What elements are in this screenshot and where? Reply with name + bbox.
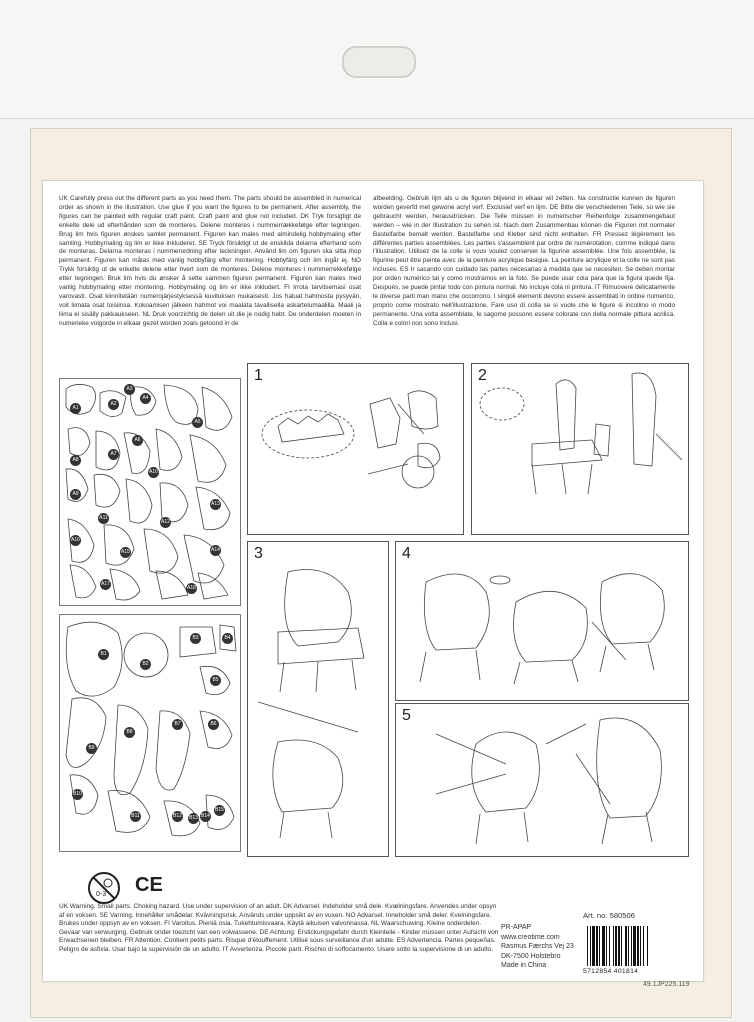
part-label: A13 [210, 499, 221, 510]
barcode-bar [590, 926, 591, 966]
step-panel-4 [395, 541, 689, 701]
part-label: A1 [70, 403, 81, 414]
website: www.creotime.com [501, 933, 560, 941]
part-label: A7 [108, 449, 119, 460]
part-label: A18 [186, 583, 197, 594]
part-label: A5 [192, 417, 203, 428]
barcode-bar [613, 926, 614, 966]
barcode-bar [609, 926, 610, 966]
warning-text: UK Warning. Small parts. Choking hazard. Use under supervision of an adult. DK Advarsel. Indeholder små dele. Kvælningsfare. Anvendes under opsyn af en voksen. SE Varning. Innehåller smådelar. Kvävningsrisk. Används under uppsikt av en vuxen. NO Advarsel. Inneholder små deler. Kvelningsfare. Brukes under oppsyn av en voksen. FI Varoitus. Pieniä osia. Tukehtumisvaara. Käytä aikuisen valvonnassa. NL Waarschuwing. Kleine onderdelen. Gevaar van verwurging. Gebruik onder toezicht van een volwassene. DE Achtung: Erstickungsgefahr durch Kleinteile - Kinder müssen unter Aufsicht von Erwachsenen bleiben. FR Attention. Contient petits parts. Risque d'étouffement. Utilisé sous surveillance d'un adulte. ES Advertencia. Partes pequeñas. Peligro de asfixia. Usar bajo la supervisión de un adulto. IT Avvertenza. Piccole parti. Rischio di soffocamento. Usare sotto la supervisione di un adulto. [59, 903, 499, 953]
step-5-illustration [396, 704, 688, 856]
part-label: A17 [100, 579, 111, 590]
barcode-bar [618, 926, 620, 966]
part-label: A11 [98, 513, 109, 524]
step-number: 1 [254, 367, 263, 384]
part-label: B15 [214, 805, 225, 816]
step-panel-3 [247, 541, 389, 857]
barcode-bar [640, 926, 641, 966]
part-label: B9 [86, 743, 97, 754]
origin: Made in China [501, 962, 547, 969]
part-label: A6 [132, 435, 143, 446]
part-label: B7 [172, 719, 183, 730]
part-label: A2 [108, 399, 119, 410]
part-label: B2 [140, 659, 151, 670]
part-label: B13 [188, 813, 199, 824]
part-label: B3 [190, 633, 201, 644]
part-label: A8 [70, 455, 81, 466]
part-label: A3 [124, 384, 135, 395]
part-label: A9 [70, 489, 81, 500]
part-label: B12 [172, 811, 183, 822]
svg-text:0-3: 0-3 [96, 891, 107, 898]
parts-sheet-b [59, 614, 241, 852]
address-line-2: DK-7500 Holstebro [501, 952, 561, 960]
part-label: A10 [148, 467, 159, 478]
step-panel-5 [395, 703, 689, 857]
address-line-1: Rasmus Færchs Vej 23 [501, 943, 574, 950]
hang-hole [342, 46, 416, 78]
barcode-number: 5712854 401814 [583, 968, 639, 975]
part-label: A4 [140, 393, 151, 404]
barcode-bar [602, 926, 605, 966]
parts-sheet-a [59, 378, 241, 606]
instructions-left: UK Carefully press out the different parts as you need them. The parts should be assembled in numerical order as shown in the illustration. Use glue if you want the figures to be permanent. After assembly, the figures can be painted with regular craft paint. Craft paint and glue not included. DK Tryk forsigtigt de enkelte dele ud efterhånden som de monteres. Delene monteres i nummerrækkefølge efter tegningen. Brug lim hvis figuren ønskes samlet permanent. Figuren kan males med almindelig hobbymaling efter samling. Hobbymaling og lim er ikke inkluderet. SE Tryck försiktigt ut de enskilda delarna efterhand som de monteras. Delarna monteras i nummerordning efter teckningen. Använd lim om figuren ska sitta ihop permanent. Figuren kan målas med vanlig hobbyfärg efter montering. Hobbyfärg och lim ingår ej. NO Trykk forsiktig ut de enkelte delene etter hvert som de monteres. Delene monteres i nummerrekkefølge etter tegningen. Bruk lim hvis du ønsker å sette sammen figuren permanent. Figuren kan males med vanlig hobbymaling etter montering. Hobbymaling og lim er ikke inkludert. FI Irrota tarvitsemasi osat varovasti. Osat kiinnitetään numerojärjestyksessä kuvituksen mukaisesti. Jos haluat hahmosta pysyvän, voit liimata osat toisiinsa. Kokoamisen jälkeen hahmot voi maalata tavallisella askartelumaalilla. Maali ja liima ei sisälly pakkaukseen. NL Druk voorzichtig de delen uit die je nodig hebt. De onderdelen moeten in numerieke volgorde in elkaar gezet worden zoals getoond in de [59, 195, 361, 327]
part-label: B11 [130, 811, 141, 822]
barcode-bar [615, 926, 617, 966]
material-code: PR-APAP [501, 924, 532, 931]
part-label: B14 [200, 811, 211, 822]
barcode-bar [621, 926, 622, 966]
part-label: A15 [120, 547, 131, 558]
barcode-bar [606, 926, 607, 966]
barcode-bar [587, 926, 588, 966]
barcode-bar [625, 926, 627, 966]
parts-a-outline [60, 379, 240, 605]
part-label: B8 [124, 727, 135, 738]
part-label: B4 [222, 633, 233, 644]
parts-b-outline [60, 615, 240, 851]
barcode [583, 926, 693, 966]
barcode-bar [643, 926, 644, 966]
part-label: A16 [70, 535, 81, 546]
step-1-illustration [248, 364, 463, 534]
step-2-illustration [472, 364, 688, 534]
step-4-illustration [396, 542, 688, 700]
barcode-bar [637, 926, 639, 966]
part-label: A14 [210, 545, 221, 556]
step-3-illustration [248, 542, 388, 856]
part-label: B10 [72, 789, 83, 800]
step-number: 3 [254, 545, 263, 562]
step-panel-1 [247, 363, 464, 535]
ce-mark-icon: CE [135, 874, 163, 896]
package-header-strip [0, 0, 754, 119]
part-label: A12 [160, 517, 171, 528]
step-panel-2 [471, 363, 689, 535]
step-number: 4 [402, 545, 411, 562]
instructions-right: afbeelding. Gebruik lijm als u de figuren blijvend in elkaar wil zetten. Na constructie kunnen de figuren worden geverfd met gewone acryl verf. Exclusief verf en lijm. DE Bitte die verschiedenen Teile, so wie sie gebraucht werden, herausdrücken. Die Teile müssen in numerischer Reihenfolge zusammengebaut werden – wie in der Illustration zu sehen ist. Nach dem Zusammenbau können die Figuren mit normaler Bastelfarbe bemalt werden. Bastelfarbe und Kleber sind nicht enthalten. FR Pressez légèrement les différentes parties assemblées. Les parties s'assemblent par ordre de numérotation, comme indiqué dans l'illustration. Utilisez de la colle si vous voulez conserver la figurine assemblée. Une fois assemblée, la figurine peut être peinte avec de la peinture acrylique basique. La peinture acrylique et la colle ne sont pas incluses. ES Ir sacando con cuidado las partes necesarias a medida que se necesiten. Se deben montar por orden numérico tal y como mostramos en la foto. Se puede usar cola para que la figura quede fija. Después, se puede pintar todo con pintura normal. No incluye cola ni pintura. IT Rimuovere delicatamente le diverse parti man mano che occorrono. I singoli elementi devono essere assemblati in ordine numerico, proprio come mostrato nell'illustrazione. Fare uso di colla se si vuole che le figure si incollino in modo permanente. Una volta assemblate, le sagome possono essere colorate con della normale pittura acrilica. Colla e colori non sono inclusi. [373, 195, 675, 327]
instruction-sheet [42, 180, 704, 988]
article-number: Art. no. 580506 [583, 911, 635, 920]
barcode-bar [628, 926, 629, 966]
part-label: B1 [98, 649, 109, 660]
barcode-bar [599, 926, 600, 966]
part-label: B5 [210, 675, 221, 686]
barcode-bar [647, 926, 648, 966]
barcode-bar [631, 926, 632, 966]
barcode-bar [633, 926, 636, 966]
part-label: B6 [208, 719, 219, 730]
manufacturer-info [501, 923, 574, 971]
step-number: 5 [402, 707, 411, 724]
barcode-bar [596, 926, 598, 966]
barcode-bar [592, 926, 595, 966]
product-code: 49.1JP225.119 [643, 981, 690, 988]
step-number: 2 [478, 367, 487, 384]
